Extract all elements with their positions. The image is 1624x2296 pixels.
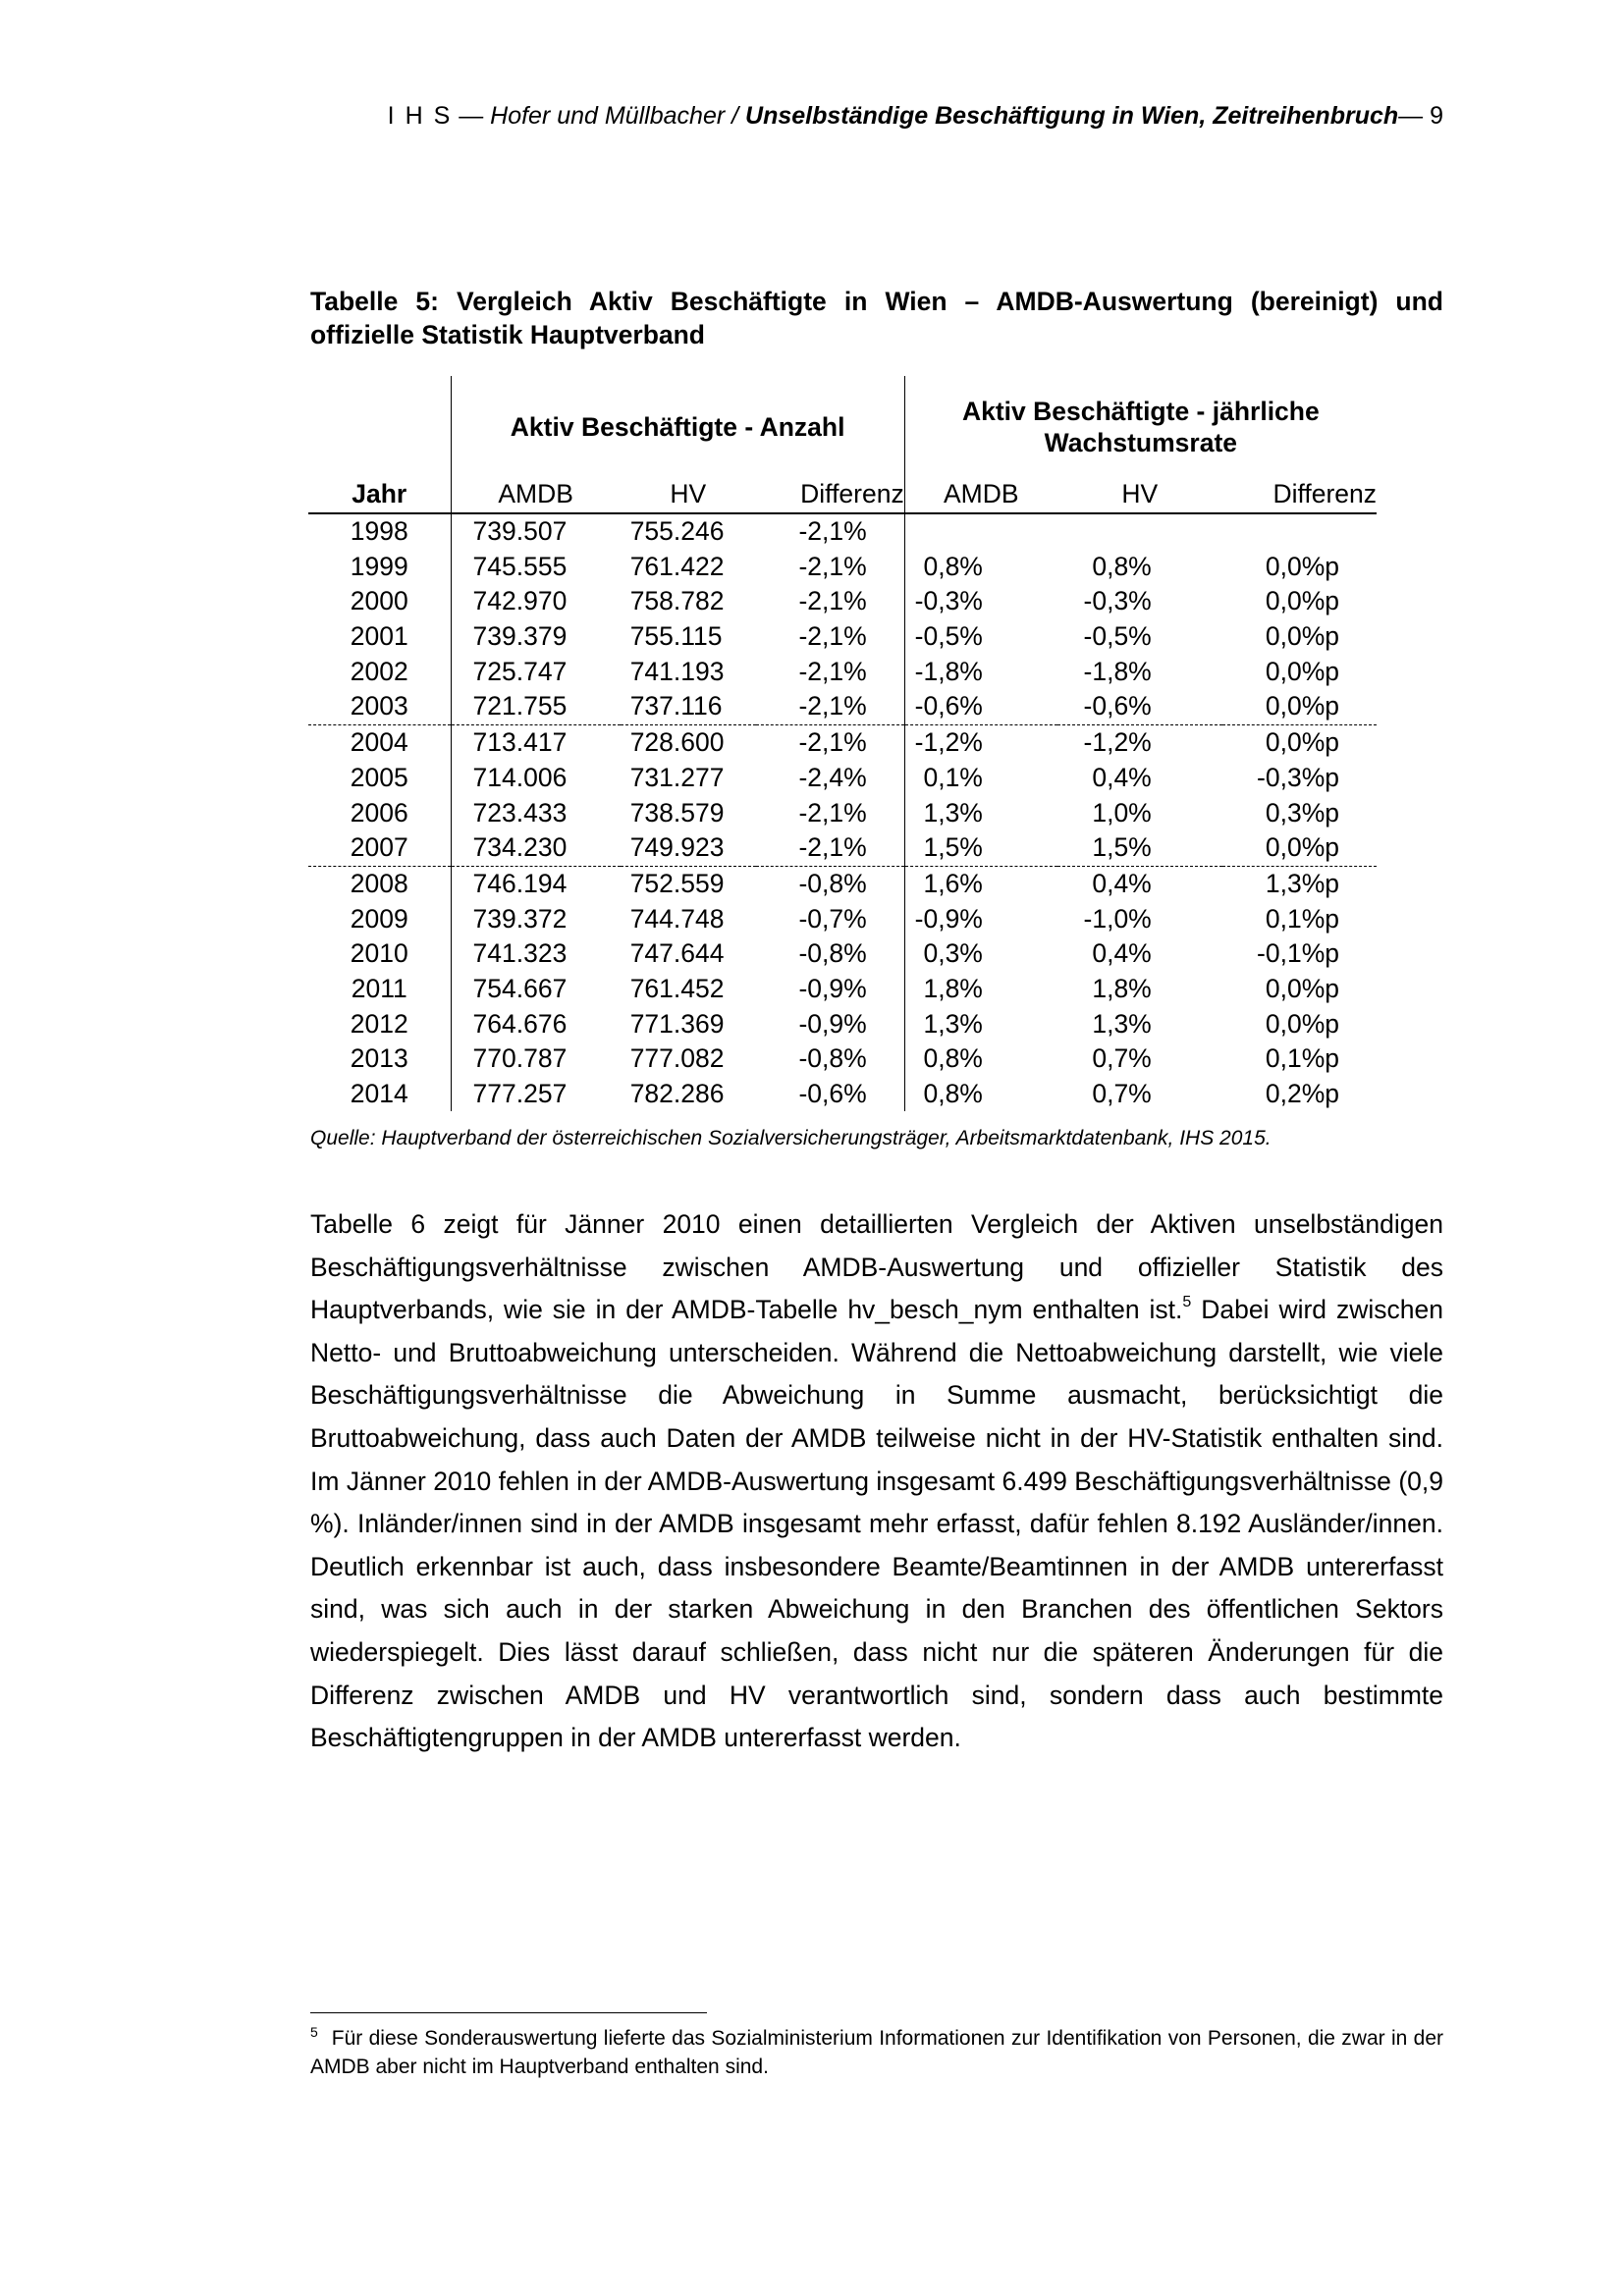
cell-diff-growth: 0,0%p: [1222, 830, 1377, 866]
cell-amdb-growth: -0,6%: [904, 689, 1057, 724]
cell-year: 2004: [350, 727, 408, 758]
cell-amdb-growth: 1,3%: [904, 1006, 1057, 1041]
table-row: [308, 584, 1377, 619]
cell-hv-growth: -1,0%: [1083, 903, 1152, 934]
cell-year: 2006: [350, 797, 408, 828]
cell-amdb: 764.676: [451, 1006, 621, 1041]
cell-hv-growth: -1,8%: [1083, 656, 1152, 686]
table-row: [308, 513, 1377, 550]
cell-amdb-growth: -1,2%: [904, 724, 1057, 760]
cell-diff-growth: 0,0%p: [1265, 656, 1339, 686]
cell-year: 1999: [350, 551, 408, 581]
cell-amdb-growth: 1,6%: [904, 866, 1057, 901]
cell-diff: -2,1%: [756, 689, 904, 724]
cell-hv-growth: 0,4%: [1092, 868, 1152, 898]
cell-diff: -0,9%: [798, 1008, 867, 1039]
cell-amdb-growth: 0,1%: [904, 761, 1057, 796]
table-row: [308, 689, 1377, 724]
col-header-diff: Differenz: [756, 477, 904, 513]
cell-year: 1998: [350, 516, 408, 547]
cell-diff: -0,8%: [798, 938, 867, 969]
cell-diff: -2,1%: [798, 656, 867, 686]
cell-hv: 761.452: [629, 973, 725, 1003]
cell-amdb-growth: 1,5%: [904, 830, 1057, 866]
cell-diff: -2,1%: [798, 621, 867, 652]
footnote-divider: [310, 2012, 707, 2013]
cell-hv: 741.193: [629, 656, 725, 686]
cell-diff-growth: 0,0%p: [1265, 621, 1339, 652]
cell-hv-growth: 0,7%: [1092, 1043, 1152, 1074]
cell-diff: -2,1%: [798, 727, 867, 758]
cell-hv: 752.559: [629, 868, 725, 898]
page-number: 9: [1430, 102, 1443, 130]
table-row: [308, 901, 1377, 936]
cell-hv-growth: 0,8%: [1092, 551, 1152, 581]
group-header-count: Aktiv Beschäftigte - Anzahl: [451, 376, 904, 477]
col-header-hv-growth: HV: [1057, 477, 1222, 513]
cell-hv: 755.115: [629, 621, 723, 652]
column-header-row: [308, 477, 1377, 513]
table-caption: Tabelle 5: Vergleich Aktiv Beschäftigte in Wien – AMDB-Auswertung (bereinigt) und offizielle Statistik Hauptverband: [310, 287, 1443, 349]
footnote: [310, 2024, 1443, 2081]
table-row: [308, 724, 1377, 760]
cell-diff-growth: 0,0%p: [1265, 973, 1339, 1003]
footnote-number: 5: [310, 2024, 318, 2040]
cell-hv-growth: 1,8%: [1092, 973, 1152, 1003]
cell-amdb-growth: 0,8%: [904, 1041, 1057, 1077]
cell-diff-growth: 0,2%p: [1265, 1079, 1339, 1109]
cell-year: 2007: [308, 830, 451, 866]
table-row: [308, 654, 1377, 689]
cell-hv: 755.246: [629, 516, 725, 547]
group-header-growth: Aktiv Beschäftigte - jährliche Wachstumsrate: [904, 376, 1377, 477]
cell-amdb-growth: 1,3%: [904, 795, 1057, 830]
header-separator: —: [452, 102, 491, 130]
cell-amdb-growth: -0,3%: [904, 584, 1057, 619]
cell-year: 2009: [350, 903, 408, 934]
body-paragraph: [310, 1203, 1443, 1760]
table-source: Quelle: Hauptverband der österreichischen Sozialversicherungsträger, Arbeitsmarktdatenbank, IHS 2015.: [310, 1127, 1272, 1149]
cell-diff-growth: 0,0%p: [1222, 689, 1377, 724]
cell-hv: 777.082: [629, 1043, 725, 1074]
cell-amdb: 745.555: [451, 549, 621, 584]
cell-hv: 761.422: [629, 551, 725, 581]
cell-diff-growth: 1,3%p: [1265, 868, 1339, 898]
cell-amdb: 739.507: [451, 513, 621, 550]
comparison-table: [308, 376, 1377, 1111]
cell-year: 2012: [350, 1008, 408, 1039]
cell-diff-growth: [1222, 513, 1377, 550]
cell-amdb: 770.787: [451, 1041, 621, 1077]
cell-diff-growth: 0,0%p: [1265, 551, 1339, 581]
cell-amdb-growth: 1,8%: [904, 972, 1057, 1007]
body-text-part1: Tabelle 6 zeigt für Jänner 2010 einen detaillierten Vergleich der Aktiven unselbständigen Beschäftigungsverhältnisse zwischen AMDB-Auswertung und offizieller Statistik des Hauptverbands, wie sie in der AMDB-Tabelle hv_besch_nym enthalten ist.: [310, 1209, 1443, 1325]
cell-diff-growth: -0,3%p: [1257, 762, 1339, 792]
cell-hv: 747.644: [629, 938, 725, 969]
cell-diff: -2,1%: [798, 516, 867, 547]
cell-diff-growth: 0,0%p: [1265, 586, 1339, 616]
cell-year: 2010: [350, 938, 408, 969]
cell-year: 2008: [350, 868, 408, 898]
cell-hv: 728.600: [629, 727, 725, 758]
cell-amdb: 777.257: [451, 1077, 621, 1112]
col-header-diff-growth: Differenz: [1222, 477, 1377, 513]
header-separator-2: —: [1398, 102, 1431, 130]
cell-hv-growth: 0,4%: [1092, 762, 1152, 792]
col-header-hv: HV: [621, 477, 756, 513]
cell-amdb-growth: -1,8%: [904, 654, 1057, 689]
cell-amdb-growth: [904, 513, 1057, 550]
table-row: [308, 866, 1377, 901]
cell-hv: 771.369: [629, 1008, 725, 1039]
cell-hv-growth: -0,5%: [1083, 621, 1152, 652]
table-row: [308, 1006, 1377, 1041]
cell-diff: -0,8%: [798, 1043, 867, 1074]
cell-year: 2001: [350, 621, 408, 652]
header-title: Unselbständige Beschäftigung in Wien, Zeitreihenbruch: [745, 102, 1399, 130]
table-row: [308, 972, 1377, 1007]
header-org: I H S: [387, 102, 453, 130]
running-header: [295, 102, 1443, 131]
cell-amdb-growth: 0,3%: [904, 936, 1057, 972]
cell-diff-growth: 0,1%p: [1265, 903, 1339, 934]
header-spacer: [308, 376, 451, 477]
cell-hv: 758.782: [629, 586, 725, 616]
cell-year: 2000: [350, 586, 408, 616]
cell-diff: -2,1%: [756, 830, 904, 866]
cell-diff: -2,4%: [798, 762, 867, 792]
cell-hv-growth: 1,3%: [1092, 1008, 1152, 1039]
cell-amdb: 714.006: [451, 761, 621, 796]
cell-diff-growth: -0,1%p: [1257, 938, 1339, 969]
cell-hv: 782.286: [629, 1079, 725, 1109]
table-row: [308, 619, 1377, 655]
cell-diff: -2,1%: [798, 551, 867, 581]
cell-hv-growth: 1,5%: [1057, 830, 1222, 866]
cell-amdb: 741.323: [451, 936, 621, 972]
table-row: [308, 795, 1377, 830]
col-header-amdb-growth: AMDB: [904, 477, 1057, 513]
footnote-ref: 5: [1182, 1294, 1192, 1311]
cell-diff-growth: 0,1%p: [1265, 1043, 1339, 1074]
cell-diff: -2,1%: [798, 586, 867, 616]
cell-diff: -0,6%: [798, 1079, 867, 1109]
cell-hv: 744.748: [629, 903, 725, 934]
cell-diff-growth: 0,0%p: [1265, 727, 1339, 758]
cell-amdb: 742.970: [451, 584, 621, 619]
footnote-text: Für diese Sonderauswertung lieferte das Sozialministerium Informationen zur Identifikation von Personen, die zwar in der AMDB aber nicht im Hauptverband enthalten sind.: [310, 2027, 1443, 2078]
cell-diff: -0,7%: [798, 903, 867, 934]
cell-amdb-growth: 0,8%: [904, 1077, 1057, 1112]
cell-diff: -0,8%: [798, 868, 867, 898]
cell-year: 2011: [351, 973, 407, 1003]
cell-amdb-growth: -0,9%: [904, 901, 1057, 936]
cell-hv: 731.277: [629, 762, 725, 792]
cell-hv-growth: 0,7%: [1092, 1079, 1152, 1109]
table-row: [308, 936, 1377, 972]
cell-diff-growth: 0,3%p: [1265, 797, 1339, 828]
col-header-year: Jahr: [308, 477, 451, 513]
cell-hv-growth: [1057, 513, 1222, 550]
cell-amdb: 721.755: [451, 689, 621, 724]
cell-hv-growth: -1,2%: [1083, 727, 1152, 758]
cell-diff: -0,9%: [798, 973, 867, 1003]
body-text-part2: Dabei wird zwischen Netto- und Bruttoabweichung unterscheiden. Während die Nettoabweichung darstellt, wie viele Beschäftigungsverhältnisse die Abweichung in Summe ausmacht, berücksichtigt die Bruttoabweichung, dass auch Daten der AMDB teilweise nicht in der HV-Statistik enthalten sind. Im Jänner 2010 fehlen in der AMDB-Auswertung insgesamt 6.499 Beschäftigungsverhältnisse (0,9 %). Inländer/innen sind in der AMDB insgesamt mehr erfasst, dafür fehlen 8.192 Ausländer/innen. Deutlich erkennbar ist auch, dass insbesondere Beamte/Beamtinnen in der AMDB untererfasst sind, was sich auch in der starken Abweichung in den Branchen des öffentlichen Sektors wiederspiegelt. Dies lässt darauf schließen, dass nicht nur die späteren Änderungen für die Differenz zwischen AMDB und HV verantwortlich sind, sondern dass auch bestimmte Beschäftigtengruppen in der AMDB untererfasst werden.: [310, 1295, 1443, 1753]
cell-year: 2014: [350, 1079, 408, 1109]
cell-amdb: 754.667: [451, 972, 621, 1007]
cell-year: 2013: [350, 1043, 408, 1074]
group-header-row: [308, 376, 1377, 477]
cell-amdb: 739.372: [451, 901, 621, 936]
cell-amdb: 713.417: [451, 724, 621, 760]
cell-year: 2003: [308, 689, 451, 724]
table-row: [308, 1041, 1377, 1077]
cell-hv-growth: 1,0%: [1092, 797, 1152, 828]
table-row: [308, 830, 1377, 866]
cell-amdb: 734.230: [451, 830, 621, 866]
col-header-amdb: AMDB: [451, 477, 621, 513]
cell-hv-growth: 0,4%: [1092, 938, 1152, 969]
cell-amdb-growth: -0,5%: [904, 619, 1057, 655]
cell-amdb: 725.747: [451, 654, 621, 689]
cell-amdb-growth: 0,8%: [904, 549, 1057, 584]
cell-diff-growth: 0,0%p: [1265, 1008, 1339, 1039]
cell-amdb: 746.194: [451, 866, 621, 901]
cell-hv: 749.923: [621, 830, 756, 866]
cell-diff: -2,1%: [798, 797, 867, 828]
cell-hv: 738.579: [629, 797, 725, 828]
cell-amdb: 723.433: [451, 795, 621, 830]
cell-year: 2005: [350, 762, 408, 792]
table-row: [308, 549, 1377, 584]
table-row: [308, 761, 1377, 796]
cell-year: 2002: [350, 656, 408, 686]
cell-hv-growth: -0,3%: [1083, 586, 1152, 616]
cell-hv-growth: -0,6%: [1057, 689, 1222, 724]
cell-amdb: 739.379: [451, 619, 621, 655]
table-row: [308, 1077, 1377, 1112]
cell-hv: 737.116: [621, 689, 756, 724]
header-authors: Hofer und Müllbacher /: [490, 102, 746, 130]
